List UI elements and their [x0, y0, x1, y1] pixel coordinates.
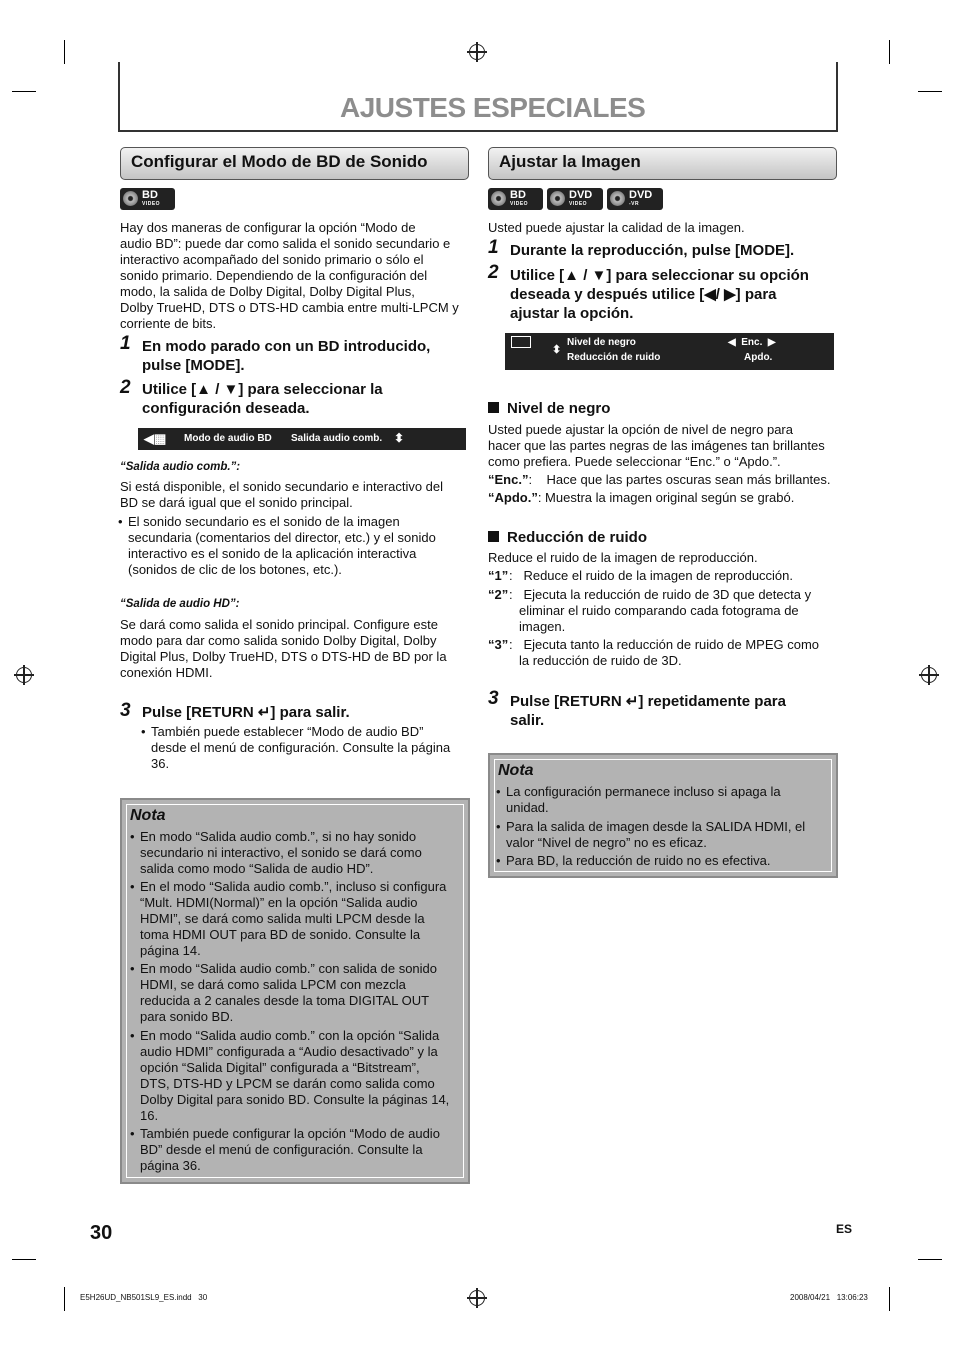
intro-paragraph	[120, 220, 470, 332]
nota-box-right	[488, 753, 838, 878]
text-line: salir.	[510, 712, 545, 729]
osd-value-ruido: Apdo.	[744, 352, 773, 363]
nota-title: Nota	[130, 807, 166, 824]
text-line: Se dará como salida el sonido principal. Configure este	[120, 617, 438, 632]
text-line: • Para la salida de imagen desde la SALIDA HDMI, el	[506, 819, 806, 834]
text-line: modo para dar como salida sonido Dolby Digital, Dolby	[120, 633, 437, 648]
badge-label: DVD	[569, 189, 593, 201]
nota-item	[140, 829, 465, 877]
intro-text: Usted puede ajustar la calidad de la imagen.	[488, 220, 745, 235]
enc-definition	[488, 472, 831, 488]
text-line: imagen.	[519, 619, 566, 634]
badge-label: BD	[142, 189, 158, 201]
step-3-text	[510, 692, 786, 730]
text-line: audio HDMI” configurada a “Audio desactivado” y la	[140, 1044, 438, 1059]
text-line: unidad.	[506, 800, 549, 815]
step-2-text	[142, 380, 383, 418]
osd-label-nivel: Nivel de negro	[567, 337, 636, 348]
nota-item	[140, 1028, 465, 1124]
nota-box-left	[120, 798, 470, 1184]
badge-label: DVD	[629, 189, 653, 201]
page-title: AJUSTES ESPECIALES	[340, 92, 646, 123]
text-line: : Ejecuta tanto la reducción de ruido de MPEG como	[509, 637, 820, 652]
bullet-item	[151, 724, 469, 772]
text-line: BD” desde el menú de configuración. Consulte la	[140, 1142, 423, 1157]
registration-mark-icon	[921, 667, 937, 683]
text-line: 16.	[140, 1108, 159, 1123]
text-line: En modo parado con un BD introducido,	[142, 338, 431, 355]
option-key: “2”	[488, 587, 509, 602]
text-line: interactivo acompañado del sonido primario o sólo el	[120, 252, 424, 267]
text-line: audio BD”: puede dar como salida el sonido secundario e	[120, 236, 451, 251]
apdo-value: : Muestra la imagen original según se grabó.	[537, 490, 795, 505]
section-heading-audio: Configurar el Modo de BD de Sonido	[120, 147, 469, 180]
step-1-text: Durante la reproducción, pulse [MODE].	[510, 242, 795, 259]
badge-label: BD	[510, 189, 526, 201]
up-down-arrows-icon: ⬍	[552, 344, 562, 356]
nota-item	[140, 1126, 465, 1174]
text-line: conexión HDMI.	[120, 665, 213, 680]
text-line: deseada y después utilice [◀/ ▶] para	[510, 286, 777, 303]
enc-key: “Enc.”	[488, 472, 529, 487]
dvd-video-badge	[547, 188, 603, 210]
nota-item	[140, 961, 465, 1025]
text-line: Utilice [▲ / ▼] para seleccionar la	[142, 381, 383, 398]
text-line: • También puede configurar la opción “Modo de audio	[140, 1126, 440, 1141]
text-line: • También puede establecer “Modo de audio BD”	[151, 724, 424, 739]
crop-mark	[918, 91, 942, 92]
speaker-icon: ◀▦	[144, 431, 167, 446]
text-line: • El sonido secundario es el sonido de la imagen	[128, 514, 400, 529]
text-line: • La configuración permanece incluso si apaga la	[506, 784, 781, 799]
badge-sub: VIDEO	[510, 201, 529, 207]
badge-sub: VIDEO	[142, 201, 161, 207]
crop-mark	[64, 1287, 65, 1311]
text-line: • En el modo “Salida audio comb.”, incluso si configura	[140, 879, 447, 894]
text-line: como prefiera. Puede seleccionar “Enc.” o “Apdo.”.	[488, 454, 781, 469]
text-line: : Reduce el ruido de la imagen de reproducción.	[509, 568, 794, 583]
subheading-nivel-negro: Nivel de negro	[488, 400, 610, 417]
text-line: desde el menú de configuración. Consulte la página	[151, 740, 451, 755]
text-line: valor “Nivel de negro” no es eficaz.	[506, 835, 707, 850]
step-number: 2	[120, 377, 131, 398]
disc-icon	[550, 191, 565, 206]
registration-mark-icon	[469, 1290, 485, 1306]
text-line: 36.	[151, 756, 170, 771]
step-number: 1	[488, 237, 499, 258]
nota-item	[506, 784, 831, 816]
crop-mark	[889, 40, 890, 64]
nota-item	[140, 879, 465, 959]
step-number: 3	[120, 700, 131, 721]
step-1-text	[142, 337, 430, 375]
apdo-key: “Apdo.”	[488, 490, 538, 505]
text-line: reducida a 2 canales desde la toma DIGITAL OUT	[140, 993, 430, 1008]
text-line: HDMI, se dará como salida LPCM con mezcla	[140, 977, 406, 992]
text-line: “Mult. HDMI(Normal)” en la opción “Salida audio	[140, 895, 418, 910]
text-line: • En modo “Salida audio comb.” con salida de sonido	[140, 961, 438, 976]
text-line: secundario ni interactivo, el sonido se dará como	[140, 845, 422, 860]
badge-sub: VIDEO	[569, 201, 588, 207]
picture-icon	[511, 336, 531, 348]
bd-video-badge	[120, 188, 175, 210]
page-number: 30	[90, 1222, 113, 1244]
text-line: eliminar el ruido comparando cada fotograma de	[519, 603, 799, 618]
osd-imagen-bar	[505, 333, 834, 370]
text-line: • En modo “Salida audio comb.”, si no hay sonido	[140, 829, 417, 844]
text-line: Dolby Digital para sonido BD. Consulte la páginas 14,	[140, 1092, 450, 1107]
text-line: HDMI”, se dará como salida multi LPCM desde la	[140, 911, 425, 926]
up-down-arrows-icon: ⬍	[394, 431, 405, 445]
step-2-text	[510, 266, 809, 323]
disc-icon	[123, 191, 138, 206]
osd-value-nivel: ◀ Enc. ▶	[728, 337, 776, 348]
text-line: toma HDMI OUT para BD de sonido. Consulte la	[140, 927, 421, 942]
crop-mark	[64, 40, 65, 64]
text-line: ajustar la opción.	[510, 305, 634, 322]
dvd-vr-badge	[607, 188, 663, 210]
text-line: • En modo “Salida audio comb.” con la opción “Salida	[140, 1028, 440, 1043]
crop-mark	[889, 1287, 890, 1311]
text-line: pulse [MODE].	[142, 357, 245, 374]
apdo-definition	[488, 490, 794, 506]
subheading-salida-hd: “Salida de audio HD”:	[120, 598, 240, 610]
text-line: configuración deseada.	[142, 400, 310, 417]
text-line: Utilice [▲ / ▼] para seleccionar su opción	[510, 267, 809, 284]
text-line: BD se dará igual que el sonido principal.	[120, 495, 353, 510]
text-line: la reducción de ruido de 3D.	[519, 653, 682, 668]
registration-mark-icon	[16, 667, 32, 683]
crop-mark	[918, 1259, 942, 1260]
text-line: página 14.	[140, 943, 201, 958]
text-line: corriente de bits.	[120, 316, 217, 331]
option-key: “3”	[488, 637, 509, 652]
nota-item	[506, 853, 831, 869]
salida-hd-text	[120, 617, 470, 681]
text-line: modo, la salida de Dolby Digital, Dolby Digital Plus,	[120, 284, 415, 299]
text-line: Dolby TrueHD, DTS o DTS-HD cambia entre multi-LPCM y	[120, 300, 459, 315]
step-number: 3	[488, 688, 499, 709]
enc-value: : Hace que las partes oscuras sean más brillantes.	[528, 472, 831, 487]
nota-title: Nota	[498, 762, 534, 779]
footer-file: E5H26UD_NB501SL9_ES.indd 30	[80, 1293, 208, 1302]
subheading-salida-comb: “Salida audio comb.”:	[120, 461, 241, 473]
step-number: 1	[120, 333, 131, 354]
footer-date: 2008/04/21 13:06:23	[790, 1293, 868, 1302]
text-line: para sonido BD.	[140, 1009, 234, 1024]
disc-icon	[610, 191, 625, 206]
text-line: salida como modo “Salida de audio HD”.	[140, 861, 374, 876]
text-line: Digital Plus, Dolby TrueHD, DTS o DTS-HD de BD por la	[120, 649, 447, 664]
text-line: página 36.	[140, 1158, 201, 1173]
nota-item	[506, 819, 831, 851]
language-code: ES	[836, 1222, 853, 1236]
text-line: hacer que las partes negras de las imágenes tan brillantes	[488, 438, 825, 453]
text-line: Si está disponible, el sonido secundario e interactivo del	[120, 479, 444, 494]
ruido-text: Reduce el ruido de la imagen de reproducción.	[488, 550, 758, 565]
text-line: sonido primario. Dependiendo de la configuración del	[120, 268, 428, 283]
step-3-text: Pulse [RETURN ↵] para salir.	[142, 704, 350, 721]
text-line: : Ejecuta la reducción de ruido de 3D que detecta y	[509, 587, 812, 602]
text-line: DTS, DTS-HD y LPCM se darán como salida como	[140, 1076, 435, 1091]
disc-icon	[491, 191, 506, 206]
text-line: interactivo es el sonido de la aplicación interactiva	[128, 546, 417, 561]
osd-label-ruido: Reducción de ruido	[567, 352, 661, 363]
bd-video-badge	[488, 188, 543, 210]
text-line: secundaria (comentarios del director, etc.) y el sonido	[128, 530, 436, 545]
registration-mark-icon	[469, 44, 485, 60]
text-line: • Para BD, la reducción de ruido no es efectiva.	[506, 853, 771, 868]
text-line: Pulse [RETURN ↵] repetidamente para	[510, 693, 786, 710]
salida-comb-text	[120, 479, 470, 511]
badge-sub: -VR	[629, 201, 640, 207]
nivel-text	[488, 422, 838, 470]
text-line: Hay dos maneras de configurar la opción “Modo de	[120, 220, 416, 235]
osd-value: Salida audio comb.	[291, 433, 383, 444]
text-line: (sonidos de clic de los botones, etc.).	[128, 562, 342, 577]
option-key: “1”	[488, 568, 509, 583]
crop-mark	[12, 1259, 36, 1260]
subheading-reduccion-ruido: Reducción de ruido	[488, 529, 647, 546]
text-line: opción “Salida Digital” configurada a “Bitstream”,	[140, 1060, 420, 1075]
crop-mark	[12, 91, 36, 92]
bullet-item	[128, 514, 468, 578]
section-heading-imagen: Ajustar la Imagen	[488, 147, 837, 180]
osd-audio-bar	[138, 428, 466, 450]
osd-label: Modo de audio BD	[184, 433, 272, 444]
step-number: 2	[488, 262, 499, 283]
text-line: Usted puede ajustar la opción de nivel de negro para	[488, 422, 793, 437]
